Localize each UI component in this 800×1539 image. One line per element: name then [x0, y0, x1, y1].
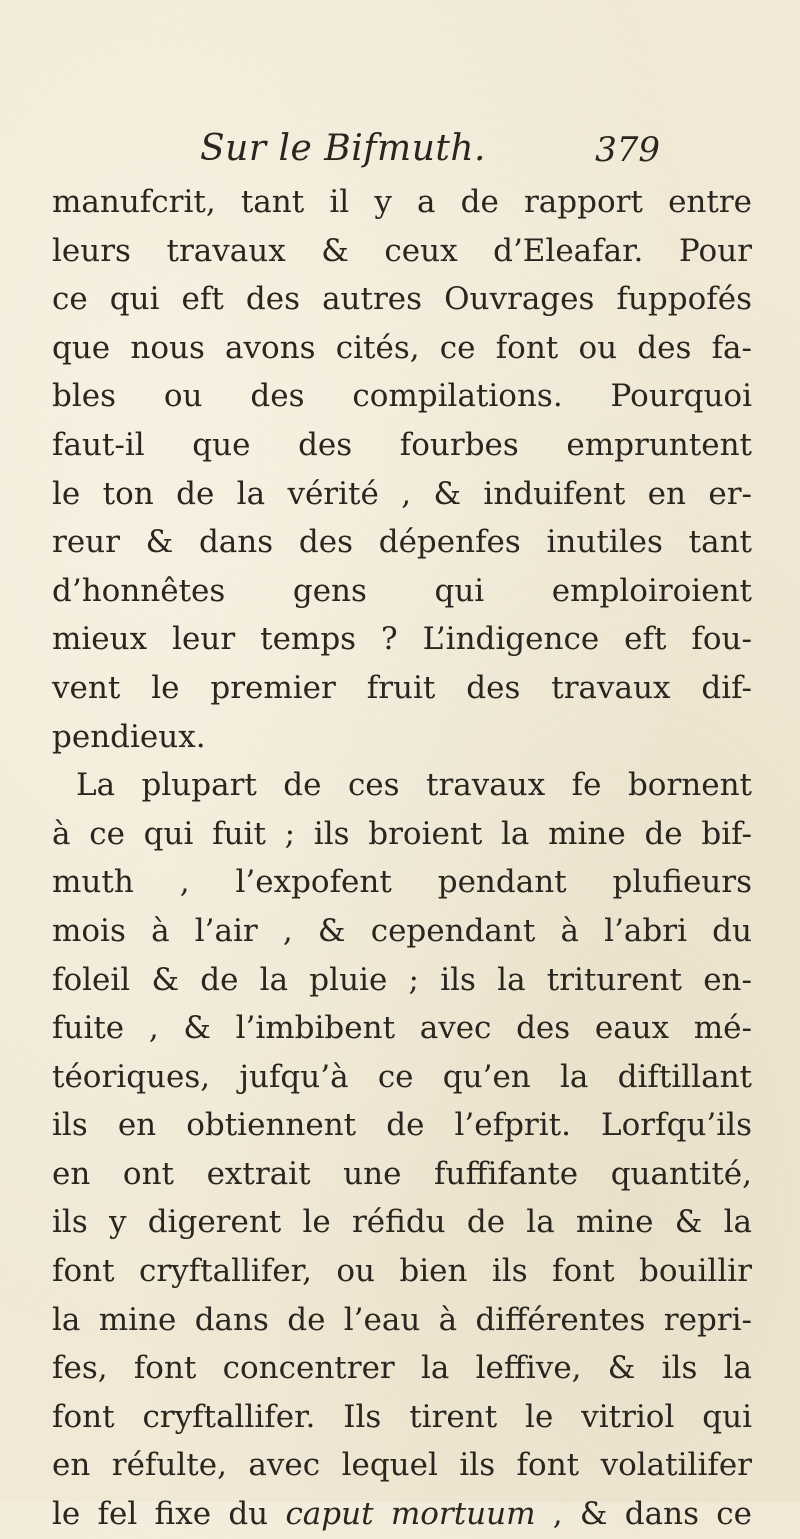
text-line: le ton de la vérité , & induifent en er- [52, 475, 752, 512]
text-line: muth , l’expofent pendant plufieurs [52, 864, 752, 901]
text-line: mois à l’air , & cependant à l’abri du [52, 912, 752, 949]
italic-phrase: caput mortuum [285, 1496, 536, 1533]
page-number: 379 [595, 130, 660, 170]
text-line: téoriques, jufqu’à ce qu’en la diftillant [52, 1058, 752, 1095]
text-line: reur & dans des dépenfes inutiles tant [52, 524, 752, 561]
text-line: manufcrit, tant il y a de rapport entre [52, 184, 752, 220]
text-line: mieux leur temps ? L’indigence eft fou- [52, 621, 752, 658]
text-line: d’honnêtes gens qui emploiroient [52, 572, 752, 609]
text-line: pendieux. [52, 718, 206, 755]
body-text [52, 178, 752, 1539]
text-line: fes, font concentrer la leffive, & ils la [52, 1350, 752, 1387]
final-line-end: , & dans ce [535, 1496, 752, 1533]
text-line: que nous avons cités, ce font ou des fa- [52, 329, 752, 366]
text-line: fuite , & l’imbibent avec des eaux mé- [52, 1010, 752, 1047]
text-line: la mine dans de l’eau à différentes repri- [52, 1301, 752, 1338]
text-line: en réfulte, avec lequel ils font volatilifer [52, 1447, 752, 1484]
text-line: font cryftallifer. Ils tirent le vitriol qui [52, 1398, 752, 1435]
text-line: ils y digerent le réfidu de la mine & la [52, 1204, 752, 1241]
text-line: faut-il que des fourbes empruntent [52, 426, 752, 463]
text-line: bles ou des compilations. Pourquoi [52, 378, 752, 415]
final-line-start: le fel fixe du [52, 1496, 286, 1533]
text-line-final [52, 1490, 752, 1539]
text-line: leurs travaux & ceux d’Eleafar. Pour [52, 232, 752, 269]
page-header [200, 128, 660, 178]
text-line: font cryftallifer, ou bien ils font bouillir [52, 1253, 752, 1290]
text-line: ils en obtiennent de l’efprit. Lorfqu’ils [52, 1107, 752, 1144]
running-title: Sur le Bifmuth. [200, 128, 486, 169]
text-line: ce qui eft des autres Ouvrages fuppofés [52, 281, 752, 318]
text-line: foleil & de la pluie ; ils la triturent en- [52, 961, 752, 998]
text-line: vent le premier fruit des travaux dif- [52, 669, 752, 706]
text-line: La plupart de ces travaux fe bornent [76, 767, 752, 804]
text-line: en ont extrait une fuffifante quantité, [52, 1155, 752, 1192]
text-line: à ce qui fuit ; ils broient la mine de bif- [52, 815, 752, 852]
